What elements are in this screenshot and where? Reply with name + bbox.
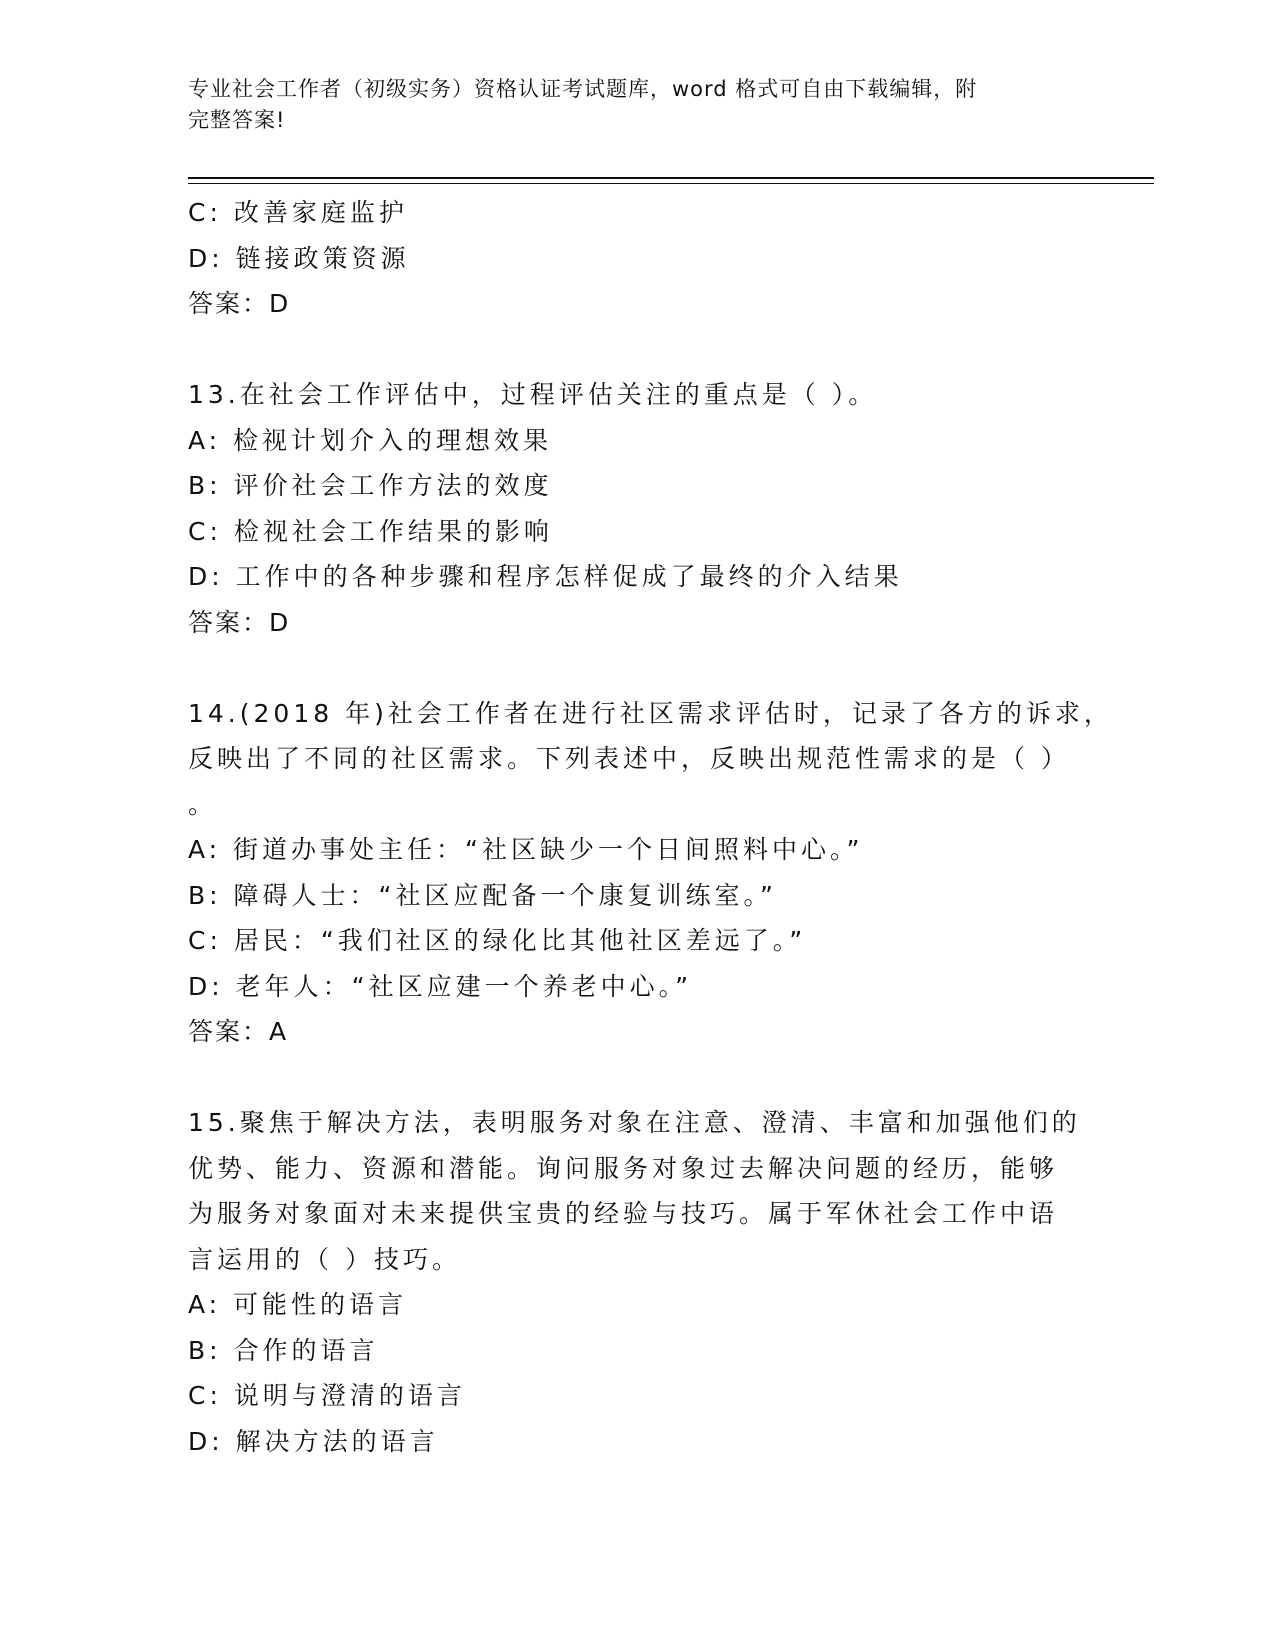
question-stem-line-2: 反映出了不同的社区需求。下列表述中，反映出规范性需求的是（ ）: [188, 744, 1070, 773]
header-line-1: 专业社会工作者（初级实务）资格认证考试题库，word 格式可自由下载编辑，附: [188, 77, 978, 101]
question-stem-line-3: 为服务对象面对未来提供宝贵的经验与技巧。属于军休社会工作中语: [188, 1199, 1059, 1228]
header-line-2: 完整答案!: [188, 108, 286, 132]
option-d: D: 老年人：“社区应建一个养老中心。”: [188, 971, 693, 1001]
question-list: [188, 190, 1113, 1464]
header-divider-thick: [188, 177, 1154, 179]
question-block-14: [188, 691, 1113, 1055]
option-c: C: 改善家庭监护: [188, 198, 408, 227]
spacer: [188, 327, 1088, 373]
question-stem-line-3: 。: [188, 789, 218, 819]
option-d: D: 解决方法的语言: [188, 1426, 439, 1456]
answer-line: 答案：D: [188, 607, 291, 637]
option-a: A: 街道办事处主任：“社区缺少一个日间照料中心。”: [188, 835, 864, 864]
question-block-previous: [188, 190, 1088, 327]
question-block-13: [188, 372, 1088, 645]
option-b: B: 合作的语言: [188, 1335, 379, 1365]
question-stem-line-1: 14.(2018 年)社会工作者在进行社区需求评估时，记录了各方的诉求，: [188, 698, 1113, 728]
page-header: [188, 74, 1088, 136]
spacer: [188, 1055, 1088, 1101]
option-a: A: 检视计划介入的理想效果: [188, 425, 553, 455]
option-c: C: 居民：“我们社区的绿化比其他社区差远了。”: [188, 926, 807, 955]
question-stem: 13.在社会工作评估中，过程评估关注的重点是（ ）。: [188, 380, 878, 409]
answer-line: 答案：A: [188, 1017, 289, 1046]
header-divider-thin: [188, 183, 1154, 184]
option-d: D: 链接政策资源: [188, 243, 410, 273]
option-b: B: 评价社会工作方法的效度: [188, 471, 553, 500]
question-block-15: [188, 1100, 1088, 1464]
option-b: B: 障碍人士：“社区应配备一个康复训练室。”: [188, 880, 777, 910]
question-stem-line-4: 言运用的（ ）技巧。: [188, 1244, 461, 1274]
spacer: [188, 645, 1088, 691]
question-stem-line-1: 15.聚焦于解决方法，表明服务对象在注意、澄清、丰富和加强他们的: [188, 1108, 1081, 1137]
question-stem-line-2: 优势、能力、资源和潜能。询问服务对象过去解决问题的经历，能够: [188, 1153, 1059, 1183]
answer-line: 答案：D: [188, 289, 291, 318]
option-c: C: 检视社会工作结果的影响: [188, 516, 553, 546]
option-c: C: 说明与澄清的语言: [188, 1381, 466, 1410]
option-d: D: 工作中的各种步骤和程序怎样促成了最终的介入结果: [188, 562, 903, 591]
option-a: A: 可能性的语言: [188, 1290, 408, 1319]
